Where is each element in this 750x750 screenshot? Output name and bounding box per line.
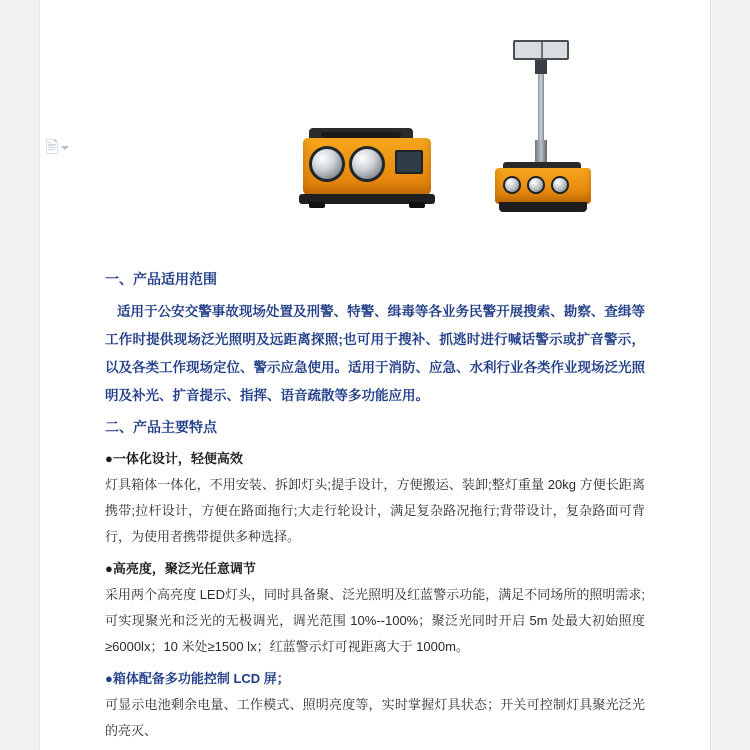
integrated-lamp-unit bbox=[295, 120, 445, 210]
hero-product-image bbox=[105, 0, 645, 268]
bottom-spacer bbox=[105, 746, 645, 750]
sidebar-document-tool[interactable] bbox=[38, 135, 76, 159]
section-scope-paragraph: 适用于公安交警事故现场处置及刑警、特警、缉毒等各业务民警开展搜索、勘察、查缉等工作时提供现场泛光照明及远距离探照;也可用于搜补、抓逃时进行喊话警示或扩音警示，以及各类工作现场定位、警示应急使用。适用于消防、应急、水利行业各类作业现场泛光照明及补光、扩音提示、指挥、语音疏散等多功能应用。 bbox=[105, 304, 645, 403]
mast-wheel-base bbox=[499, 202, 587, 212]
chevron-down-icon[interactable] bbox=[61, 146, 69, 154]
feature-3-text: 可显示电池剩余电量、工作模式、照明亮度等，实时掌握灯具状态；开关可控制灯具聚光泛光的亮灭、 bbox=[105, 697, 645, 738]
mast-lens-2-icon bbox=[527, 176, 545, 194]
document-outline-icon: 🖹 bbox=[45, 137, 59, 157]
mast-lamp-head bbox=[513, 40, 569, 60]
lamp-head-right-icon bbox=[349, 146, 385, 182]
feature-2-bullet: ●高亮度，聚泛光任意调节 bbox=[105, 561, 256, 576]
section-heading-scope: 一、产品适用范围 bbox=[105, 271, 217, 287]
telescopic-mast-lamp-unit bbox=[485, 40, 605, 220]
document-page bbox=[40, 0, 710, 750]
page-content bbox=[40, 0, 710, 750]
lamp-foot-left bbox=[309, 202, 325, 208]
mast-lens-3-icon bbox=[551, 176, 569, 194]
feature-2-text: 采用两个高亮度 LED灯头，同时具备聚、泛光照明及红蓝警示功能，满足不同场所的照明需求;可实现聚光和泛光的无极调光，调光范围 10%--100%；聚泛光同时开启 5m 处最大初始照度≥6000lx；10 米处≥1500 lx；红蓝警示灯可视距离大于 1000m。 bbox=[105, 587, 645, 654]
section-heading-features: 二、产品主要特点 bbox=[105, 419, 217, 435]
lamp-foot-right bbox=[409, 202, 425, 208]
lamp-head-left-icon bbox=[309, 146, 345, 182]
feature-1-text: 灯具箱体一体化，不用安装、拆卸灯头;提手设计，方便搬运、装卸;整灯重量 20kg 方便长距离携带;拉杆设计，方便在路面拖行;大走行轮设计，满足复杂路况拖行;背带设计，复杂路面可背行，为使用者携带提供多种选择。 bbox=[105, 477, 645, 544]
feature-3-bullet: ●箱体配备多功能控制 LCD 屏； bbox=[105, 671, 290, 686]
mast-lens-1-icon bbox=[503, 176, 521, 194]
mast-neck bbox=[535, 60, 547, 74]
feature-1-bullet: ●一体化设计，轻便高效 bbox=[105, 451, 243, 466]
lamp-lcd-screen bbox=[395, 150, 423, 174]
